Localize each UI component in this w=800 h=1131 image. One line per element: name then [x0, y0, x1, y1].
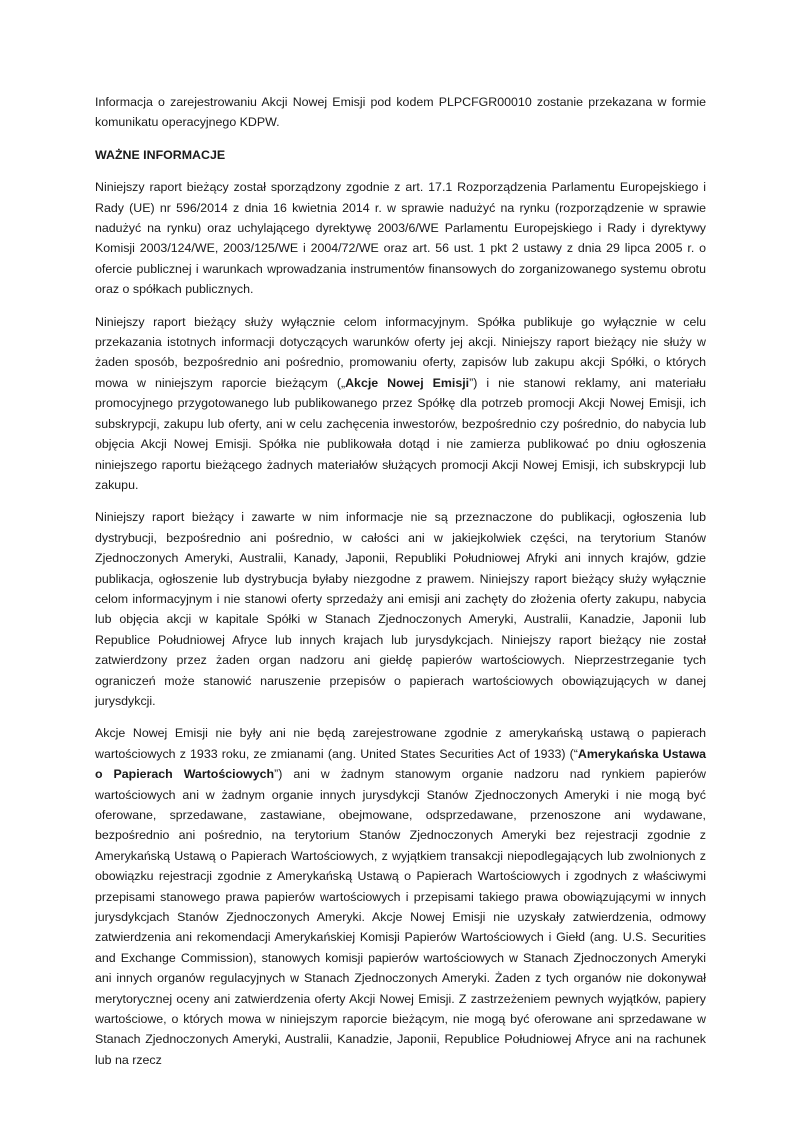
legal-basis-paragraph: Niniejszy raport bieżący został sporządzony zgodnie z art. 17.1 Rozporządzenia Parlamentu Europejskiego i Rady (UE) nr 596/2014 z dnia 16 kwietnia 2014 r. w sprawie nadużyć na rynku (rozporządzenie w sprawie nadużyć na rynku) oraz uchylającego dyrektywę 2003/6/WE Parlamentu Europejskiego i Rady i dyrektywy Komisji 2003/124/WE, 2003/125/WE i 2004/72/WE oraz art. 56 ust. 1 pkt 2 ustawy z dnia 29 lipca 2005 r. o ofercie publicznej i warunkach wprowadzania instrumentów finansowych do zorganizowanego systemu obrotu oraz o spółkach publicznych. [95, 180, 706, 297]
defined-term: Amerykańska Ustawa o Papierach Wartościowych [95, 746, 707, 782]
paragraph-text: Niniejszy raport bieżący służy wyłącznie celom informacyjnym. Spółka publikuje go wyłącznie w celu przekazania istotnych informacji dotyczących warunków oferty jej akcji. Niniejszy raport bieżący nie służy w żaden sposób, bezpośrednio ani pośrednio, promowaniu oferty, zapisów lub zakupu akcji Spółki, o których mowa w niniejszym raporcie bieżącym („ [95, 314, 706, 390]
paragraph-text: Akcje Nowej Emisji nie były ani nie będą zarejestrowane zgodnie z amerykańską ustawą o papierach wartościowych z 1933 roku, ze zmianami (ang. United States Securities Act of 1933) (“ [95, 726, 706, 761]
defined-term: Akcje Nowej Emisji [345, 375, 470, 390]
informational-purpose-paragraph [95, 312, 706, 496]
paragraph-text: ”) ani w żadnym stanowym organie nadzoru nad rynkiem papierów wartościowych ani w żadnym organie innych jurysdykcji Stanów Zjednoczonych Ameryki i nie mogą być oferowane, sprzedawane, zastawiane, obejmowane, odsprzedawane, przenoszone ani wydawane, bezpośrednio ani pośrednio, na terytorium Stanów Zjednoczonych Ameryki bez rejestracji zgodnie z Amerykańską Ustawą o Papierach Wartościowych, z wyjątkiem transakcji niepodlegających lub zwolnionych z obowiązku rejestracji zgodnie z Amerykańską Ustawą o Papierach Wartościowych i zgodnych z właściwymi przepisami stanowego prawa papierów wartościowych i przepisami takiego prawa obowiązującymi w innych jurysdykcjach Stanów Zjednoczonych Ameryki. Akcje Nowej Emisji nie uzyskały zatwierdzenia, odmowy zatwierdzenia ani rekomendacji Amerykańskiej Komisji Papierów Wartościowych i Giełd (ang. U.S. Securities and Exchange Commission), stanowych komisji papierów wartościowych w Stanach Zjednoczonych Ameryki ani innych organów regulacyjnych w Stanach Zjednoczonych Ameryki. Żaden z tych organów nie dokonywał merytorycznej oceny ani zatwierdzenia oferty Akcji Nowej Emisji. Z zastrzeżeniem pewnych wyjątków, papiery wartościowe, o których mowa w niniejszym raporcie bieżącym, nie mogą być oferowane ani sprzedawane w Stanach Zjednoczonych Ameryki, Australii, Kanadzie, Japonii, Republice Południowej Afryce ani na rachunek lub na rzecz [95, 767, 706, 1067]
paragraph-text: ”) i nie stanowi reklamy, ani materiału promocyjnego przygotowanego lub publikowanego przez Spółkę dla potrzeb promocji Akcji Nowej Emisji, ich subskrypcji, zakupu lub oferty, ani w celu zachęcenia inwestorów, bezpośrednio czy pośrednio, do nabycia lub objęcia Akcji Nowej Emisji. Spółka nie publikowała dotąd i nie zamierza publikować po dniu ogłoszenia niniejszego raportu bieżącego żadnych materiałów służących promocji Akcji Nowej Emisji, ich subskrypcji lub zakupu. [95, 375, 706, 492]
section-heading: WAŻNE INFORMACJE [95, 147, 226, 162]
distribution-restriction-paragraph: Niniejszy raport bieżący i zawarte w nim informacje nie są przeznaczone do publikacji, ogłoszenia lub dystrybucji, bezpośrednio ani pośrednio, w całości ani w jakiejkolwiek części, na terytorium Stanów Zjednoczonych Ameryki, Australii, Kanady, Japonii, Republiki Południowej Afryki ani innych krajów, gdzie publikacja, ogłoszenie lub dystrybucja byłaby niezgodne z prawem. Niniejszy raport bieżący służy wyłącznie celom informacyjnym i nie stanowi oferty sprzedaży ani emisji ani zachęty do złożenia oferty zakupu, nabycia lub objęcia akcji w kapitale Spółki w Stanach Zjednoczonych Ameryki, Australii, Kanadzie, Japonii lub Republice Południowej Afryce lub innych krajach lub jurysdykcjach. Niniejszy raport bieżący nie został zatwierdzony przez żaden organ nadzoru ani giełdę papierów wartościowych. Nieprzestrzeganie tych ograniczeń może stanowić naruszenie przepisów o papierach wartościowych obowiązujących w danej jurysdykcji. [95, 510, 706, 708]
document-page [95, 92, 706, 1082]
us-securities-act-paragraph [95, 723, 706, 1070]
intro-paragraph: Informacja o zarejestrowaniu Akcji Nowej Emisji pod kodem PLPCFGR00010 zostanie przekazana w formie komunikatu operacyjnego KDPW. [95, 95, 706, 130]
